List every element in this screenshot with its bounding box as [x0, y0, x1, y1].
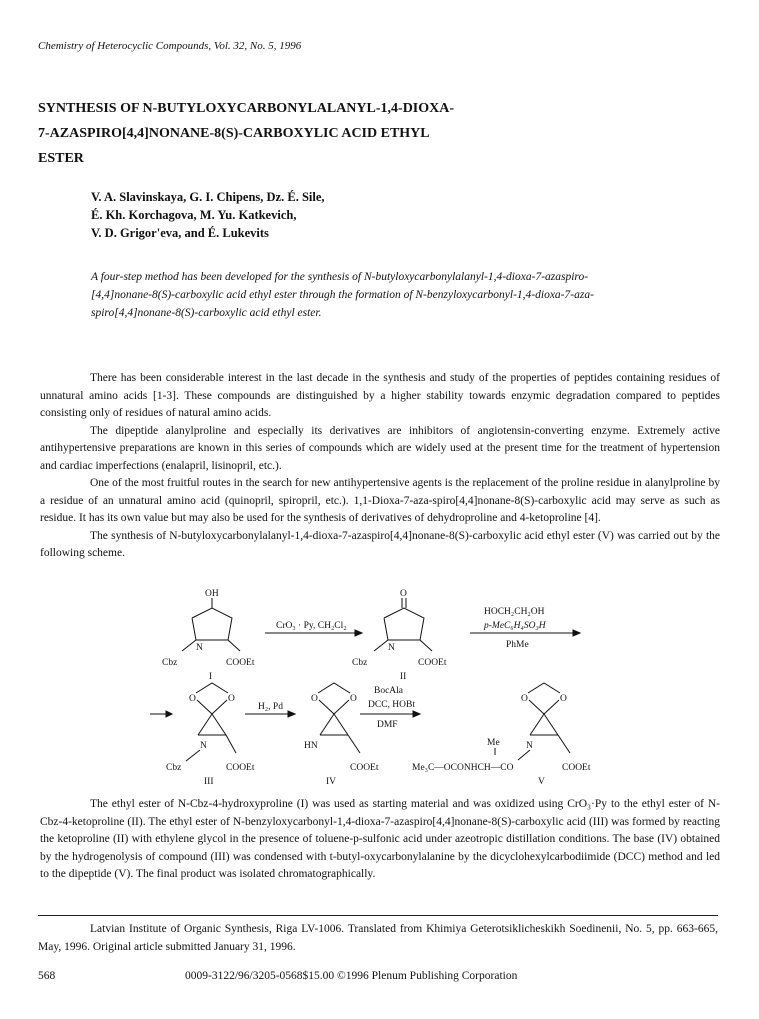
o-label: O: [350, 694, 357, 704]
reagent-4c: DMF: [377, 720, 398, 730]
title-line: ESTER: [38, 151, 84, 166]
paragraph: One of the most fruitful routes in the search for new antihypertensive agents is the replacement of the proline residue in alanylproline by a residue of an unnatural amino acid (quinopril, spiropril, etc.). 1,1-Dioxa-7-aza-spiro[4,4]nonane-8(S)-carboxylic acid may serve as such as residue. It has its own value but may also be used for the synthesis of derivatives of dehydroproline and 4-ketoproline [4].: [40, 477, 720, 524]
cooet-label: COOEt: [226, 763, 255, 773]
author-line: É. Kh. Korchagova, M. Yu. Katkevich,: [91, 208, 297, 222]
footnote-divider: [38, 915, 718, 916]
title-line: 7-AZASPIRO[4,4]NONANE-8(S)-CARBOXYLIC ACID ETHYL: [38, 126, 430, 141]
journal-header: Chemistry of Heterocyclic Compounds, Vol. 32, No. 5, 1996: [38, 40, 302, 52]
compound-label-4: IV: [326, 777, 337, 787]
o-label: O: [521, 694, 528, 704]
o-label: O: [228, 694, 235, 704]
n-label: N: [196, 643, 203, 653]
o-label: O: [311, 694, 318, 704]
title-line: SYNTHESIS OF N-BUTYLOXYCARBONYLALANYL-1,4-DIOXA-: [38, 101, 455, 116]
n-label: N: [526, 741, 533, 751]
oh-label: OH: [205, 589, 219, 599]
compound-label-2: II: [400, 672, 407, 682]
compound-label-1: I: [209, 672, 213, 682]
paragraph: The dipeptide alanylproline and especially its derivatives are inhibitors of angiotensin-converting enzyme. Extremely active antihypertensive preparations are known in this series of compounds which are widely used at the present time for the treatment of hypertension and cardiac imperfections (enalapril, lisinopril, etc.).: [40, 424, 720, 472]
body-text: [40, 370, 720, 563]
article-title: [38, 96, 698, 171]
reagent-4b: DCC, HOBt: [368, 700, 415, 710]
reagent-1: CrO₃ · Py, CH₂Cl₂: [276, 621, 347, 631]
footnote-text: Latvian Institute of Organic Synthesis, Riga LV-1006. Translated from Khimiya Geterotsiklicheskikh Soedinenii, No. 5, pp. 663-665, May, 1996. Original article submitted January 31, 1996.: [38, 923, 718, 953]
reagent-2c: PhMe: [506, 640, 529, 650]
reagent-3: H₂, Pd: [258, 702, 283, 712]
reagent-4a: BocAla: [374, 686, 404, 696]
body-text-after-scheme: [40, 796, 720, 884]
o-label: O: [400, 589, 407, 599]
cbz-label: Cbz: [166, 763, 182, 773]
o-label: O: [560, 694, 567, 704]
cooet-label: COOEt: [562, 763, 591, 773]
reagent-2b: p-MeC₆H₄SO₃H: [484, 621, 546, 631]
cbz-label: Cbz: [352, 658, 368, 668]
abstract: [91, 268, 701, 322]
author-line: V. A. Slavinskaya, G. I. Chipens, Dz. É. Sile,: [91, 190, 325, 204]
n-label: N: [388, 643, 395, 653]
cooet-label: COOEt: [418, 658, 447, 668]
page-number: 568: [38, 970, 56, 982]
abstract-line: [4,4]nonane-8(S)-carboxylic acid ethyl ester through the formation of N-benzyloxycarbonyl-1,4-dioxa-7-aza-: [91, 289, 594, 301]
cooet-label: COOEt: [350, 763, 379, 773]
paragraph: The ethyl ester of N-Cbz-4-hydroxyproline (I) was used as starting material and was oxidized using CrO₃·Py to the ethyl ester of N-Cbz-4-ketoproline (II). The ethyl ester of N-benzyloxycarbonyl-1,4-dioxa-7-azaspiro[4,4]nonane-8(S)-carboxylic acid (III) was formed by reacting the ketoproline (II) with ethylene glycol in the presence of toluene-p-sulfonic acid under azeotropic distillation conditions. The base (IV) obtained by the hydrogenolysis of compound (III) was condensed with t-butyl-oxycarbonylalanine by the dicyclohexylcarbodiimide (DCC) method and led to the dipeptide (V). The final product was isolated chromatographically.: [40, 798, 720, 880]
reagent-2a: HOCH₂CH₂OH: [484, 607, 545, 617]
author-list: [91, 188, 325, 242]
o-label: O: [189, 694, 196, 704]
abstract-line: spiro[4,4]nonane-8(S)-carboxylic acid ethyl ester.: [91, 307, 322, 319]
author-line: V. D. Grigor'eva, and É. Lukevits: [91, 226, 269, 240]
paragraph: The synthesis of N-butyloxycarbonylalanyl-1,4-dioxa-7-azaspiro[4,4]nonane-8(S)-carboxylic acid ethyl ester (V) was carried out by the following scheme.: [40, 529, 720, 559]
boc-ala-label: Me₃C—OCONHCH—CO: [412, 763, 514, 773]
compound-label-5: V: [538, 777, 545, 787]
me-label: Me: [487, 738, 500, 748]
cbz-label: Cbz: [162, 658, 178, 668]
abstract-line: A four-step method has been developed for the synthesis of N-butyloxycarbonylalanyl-1,4-dioxa-7-azaspiro-: [91, 271, 589, 283]
n-label: N: [200, 741, 207, 751]
hn-label: HN: [304, 741, 318, 751]
copyright-code: 0009-3122/96/3205-0568$15.00 ©1996 Plenum Publishing Corporation: [185, 970, 518, 982]
cooet-label: COOEt: [226, 658, 255, 668]
compound-label-3: III: [204, 777, 214, 787]
paragraph: There has been considerable interest in the last decade in the synthesis and study of the properties of peptides containing residues of unnatural amino acids [1-3]. These compounds are distinguished by a higher stability towards enzymic degradation compared to peptides consisting only of residues of natural amino acids.: [40, 372, 720, 419]
reaction-scheme: [0, 585, 759, 790]
footnote: [38, 920, 718, 956]
